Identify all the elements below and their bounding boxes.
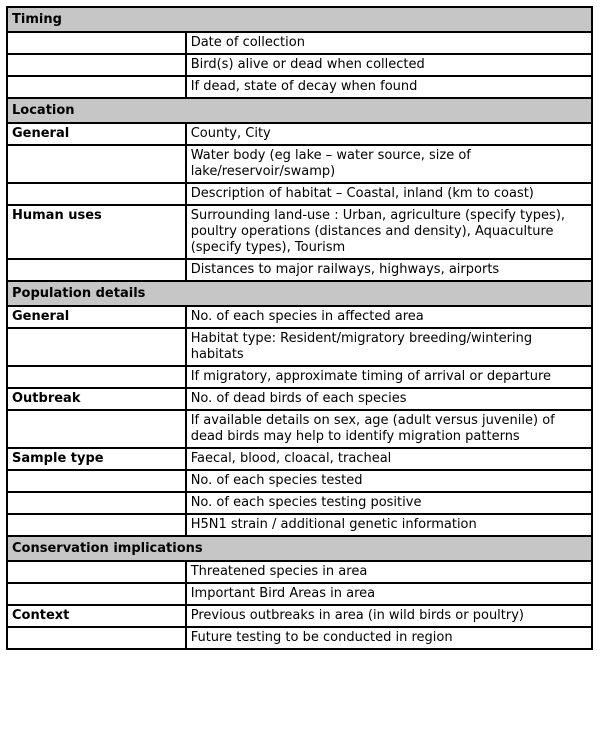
row-category-label [7, 627, 186, 649]
table-row [7, 54, 592, 76]
surveillance-table [6, 6, 593, 650]
row-category-label: General [7, 306, 186, 328]
row-category-label [7, 183, 186, 205]
table-row [7, 32, 592, 54]
row-category-label [7, 259, 186, 281]
row-category-label [7, 328, 186, 366]
row-category-label: Outbreak [7, 388, 186, 410]
row-category-label [7, 54, 186, 76]
row-category-label [7, 492, 186, 514]
row-category-label: Human uses [7, 205, 186, 259]
table-row [7, 388, 592, 410]
table-row [7, 306, 592, 328]
row-description: Date of collection [186, 32, 592, 54]
section-header-row [7, 98, 592, 123]
row-category-label [7, 470, 186, 492]
table-row [7, 627, 592, 649]
table-row [7, 470, 592, 492]
row-description: Water body (eg lake – water source, size of lake/reservoir/swamp) [186, 145, 592, 183]
section-header-row [7, 7, 592, 32]
table-row [7, 366, 592, 388]
row-category-label [7, 32, 186, 54]
table-row [7, 448, 592, 470]
table-row [7, 514, 592, 536]
row-description: Faecal, blood, cloacal, tracheal [186, 448, 592, 470]
row-description: Bird(s) alive or dead when collected [186, 54, 592, 76]
table-row [7, 583, 592, 605]
section-title: Timing [7, 7, 592, 32]
row-description: If available details on sex, age (adult versus juvenile) of dead birds may help to identify migration patterns [186, 410, 592, 448]
table-row [7, 492, 592, 514]
table-row [7, 410, 592, 448]
section-header-row [7, 281, 592, 306]
table-row [7, 561, 592, 583]
table-row [7, 205, 592, 259]
table-row [7, 259, 592, 281]
row-description: Habitat type: Resident/migratory breeding/wintering habitats [186, 328, 592, 366]
row-description: Future testing to be conducted in region [186, 627, 592, 649]
table-row [7, 123, 592, 145]
row-description: No. of each species testing positive [186, 492, 592, 514]
table-body [7, 7, 592, 649]
row-category-label: Context [7, 605, 186, 627]
row-description: No. of each species tested [186, 470, 592, 492]
row-category-label [7, 583, 186, 605]
row-category-label [7, 561, 186, 583]
row-description: No. of each species in affected area [186, 306, 592, 328]
table-row [7, 183, 592, 205]
table-row [7, 145, 592, 183]
row-category-label: Sample type [7, 448, 186, 470]
row-category-label [7, 366, 186, 388]
row-description: Distances to major railways, highways, airports [186, 259, 592, 281]
row-description: If dead, state of decay when found [186, 76, 592, 98]
row-description: If migratory, approximate timing of arrival or departure [186, 366, 592, 388]
row-description: H5N1 strain / additional genetic information [186, 514, 592, 536]
row-description: Previous outbreaks in area (in wild birds or poultry) [186, 605, 592, 627]
row-description: Important Bird Areas in area [186, 583, 592, 605]
row-description: Threatened species in area [186, 561, 592, 583]
row-category-label [7, 145, 186, 183]
section-header-row [7, 536, 592, 561]
section-title: Location [7, 98, 592, 123]
row-category-label: General [7, 123, 186, 145]
row-description: No. of dead birds of each species [186, 388, 592, 410]
row-category-label [7, 76, 186, 98]
row-description: County, City [186, 123, 592, 145]
section-title: Population details [7, 281, 592, 306]
row-category-label [7, 514, 186, 536]
row-category-label [7, 410, 186, 448]
table-row [7, 328, 592, 366]
section-title: Conservation implications [7, 536, 592, 561]
row-description: Description of habitat – Coastal, inland (km to coast) [186, 183, 592, 205]
table-row [7, 605, 592, 627]
table-row [7, 76, 592, 98]
row-description: Surrounding land-use : Urban, agriculture (specify types), poultry operations (distances and density), Aquaculture (specify types), Tourism [186, 205, 592, 259]
